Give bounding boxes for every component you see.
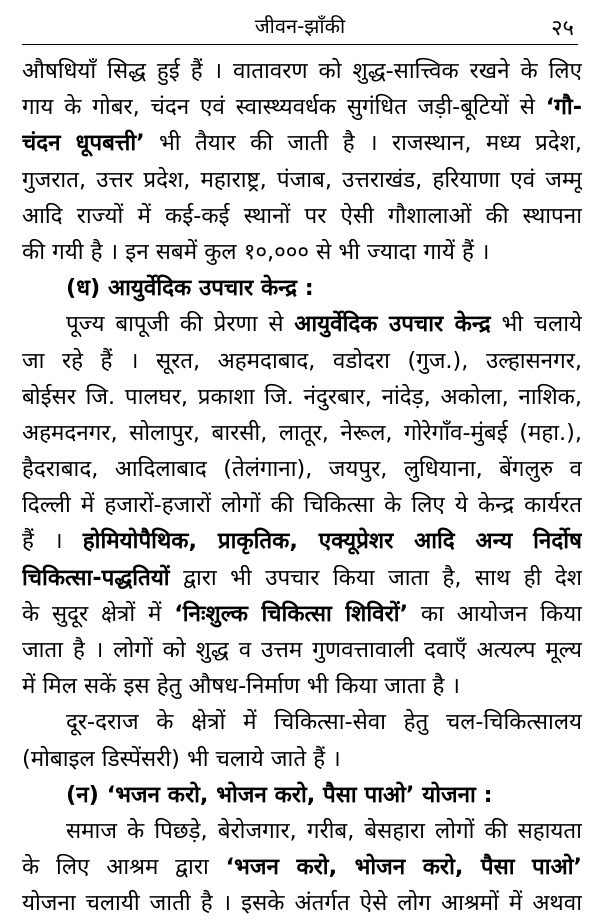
text-span: द्वारा भी उपचार किया जाता है, साथ ही देश: [169, 564, 582, 591]
text-span: अहमदनगर, सोलापुर, बारसी, लातूर, नेरूल, गोरेगाँव-मुंबई (महा.),: [22, 419, 582, 446]
text-span: हैं ।: [22, 528, 83, 555]
text-line: [22, 89, 582, 125]
text-span: के लिए आश्रम द्वारा: [22, 854, 226, 881]
text-line: [22, 379, 582, 415]
text-span: भी तैयार की जाती है । राजस्थान, मध्य प्रदेश,: [144, 130, 582, 157]
text-line: [22, 125, 582, 161]
page-header: [22, 0, 578, 45]
text-line: [22, 306, 582, 342]
section-heading: [22, 777, 582, 813]
bold-text: चंदन धूपबत्ती’: [22, 130, 145, 157]
text-span: दूर-दराज के क्षेत्रों में चिकित्सा-सेवा हेतु चल-चिकित्सालय: [66, 709, 582, 736]
text-span: पूज्य बापूजी की प्रेरणा से: [66, 311, 295, 338]
text-span: (मोबाइल डिस्पेंसरी) भी चलाये जाते हैं ।: [22, 745, 341, 772]
text-span: आदि राज्यों में कई-कई स्थानों पर ऐसी गौशालाओं की स्थापना: [22, 202, 582, 229]
text-line: [22, 451, 582, 487]
text-line: [22, 849, 582, 885]
text-line: [22, 668, 582, 704]
bold-text: (ध) आयुर्वेदिक उपचार केन्द्र :: [66, 275, 314, 302]
text-span: गाय के गोबर, चंदन एवं स्वास्थ्यवर्धक सुगंधित जड़ी-बूटियों से: [22, 94, 546, 121]
text-line: [22, 560, 582, 596]
text-span: दिल्ली में हजारों-हजारों लोगों की चिकित्सा के लिए ये केन्द्र कार्यरत: [22, 492, 582, 519]
bold-text: आयुर्वेदिक उपचार केन्द्र: [294, 311, 491, 338]
text-line: [22, 487, 582, 523]
text-span: के सुदूर क्षेत्रों में: [22, 600, 175, 627]
text-span: योजना चलायी जाती है । इसके अंतर्गत ऐसे लोग आश्रमों में अथवा: [22, 890, 582, 917]
bold-text: ‘गौ-: [545, 94, 582, 121]
text-line: [22, 632, 582, 668]
text-line: [22, 343, 582, 379]
bold-text: होमियोपैथिक, प्राकृतिक, एक्यूप्रेशर आदि अन्य निर्दोष: [82, 528, 582, 555]
text-span: बोईसर जि. पालघर, प्रकाशा जि. नंदुरबार, नांदेड़, अकोला, नाशिक,: [22, 383, 582, 410]
text-line: [22, 162, 582, 198]
text-span: औषधियाँ सिद्ध हुई हैं । वातावरण को शुद्ध-सात्त्विक रखने के लिए: [22, 58, 582, 84]
section-heading: [22, 270, 582, 306]
text-span: जाता है । लोगों को शुद्ध व उत्तम गुणवत्तावाली दवाएँ अत्यल्प मूल्य: [22, 637, 582, 663]
text-span: भी चलाये: [490, 311, 582, 338]
text-line: [22, 415, 582, 451]
text-line: [22, 523, 582, 559]
text-span: समाज के पिछड़े, बेरोजगार, गरीब, बेसहारा लोगों की सहायता: [66, 817, 582, 844]
text-line: [22, 53, 582, 89]
bold-text: चिकित्सा-पद्धतियों: [22, 564, 170, 591]
text-line: [22, 198, 582, 234]
text-span: हैदराबाद, आदिलाबाद (तेलंगाना), जयपुर, लुधियाना, बेंगलुरु व: [22, 456, 582, 483]
text-line: [22, 596, 582, 632]
text-span: जा रहे हैं । सूरत, अहमदाबाद, वडोदरा (गुज.), उल्हासनगर,: [22, 347, 582, 374]
text-span: का आयोजन किया: [408, 600, 582, 627]
running-title: जीवन-झाँकी: [254, 14, 346, 38]
text-span: की गयी है । इन सबमें कुल १०,००० से भी ज्यादा गायें हैं ।: [22, 238, 490, 265]
text-line: [22, 704, 582, 740]
text-line: [22, 741, 582, 777]
page-body-text: [22, 53, 582, 922]
bold-text: ‘निःशुल्क चिकित्सा शिविरों’: [174, 600, 409, 627]
text-line: [22, 813, 582, 849]
text-line: [22, 234, 582, 270]
page-number: २५: [551, 16, 574, 41]
bold-text: (न) ‘भजन करो, भोजन करो, पैसा पाओ’ योजना :: [66, 781, 493, 808]
bold-text: ‘भजन करो, भोजन करो, पैसा पाओ’: [225, 854, 582, 881]
text-line: [22, 885, 582, 921]
text-span: गुजरात, उत्तर प्रदेश, महाराष्ट्र, पंजाब, उत्तराखंड, हरियाणा एवं जम्मू: [22, 166, 582, 193]
text-span: में मिल सकें इस हेतु औषध-निर्माण भी किया जाता है ।: [22, 673, 461, 700]
